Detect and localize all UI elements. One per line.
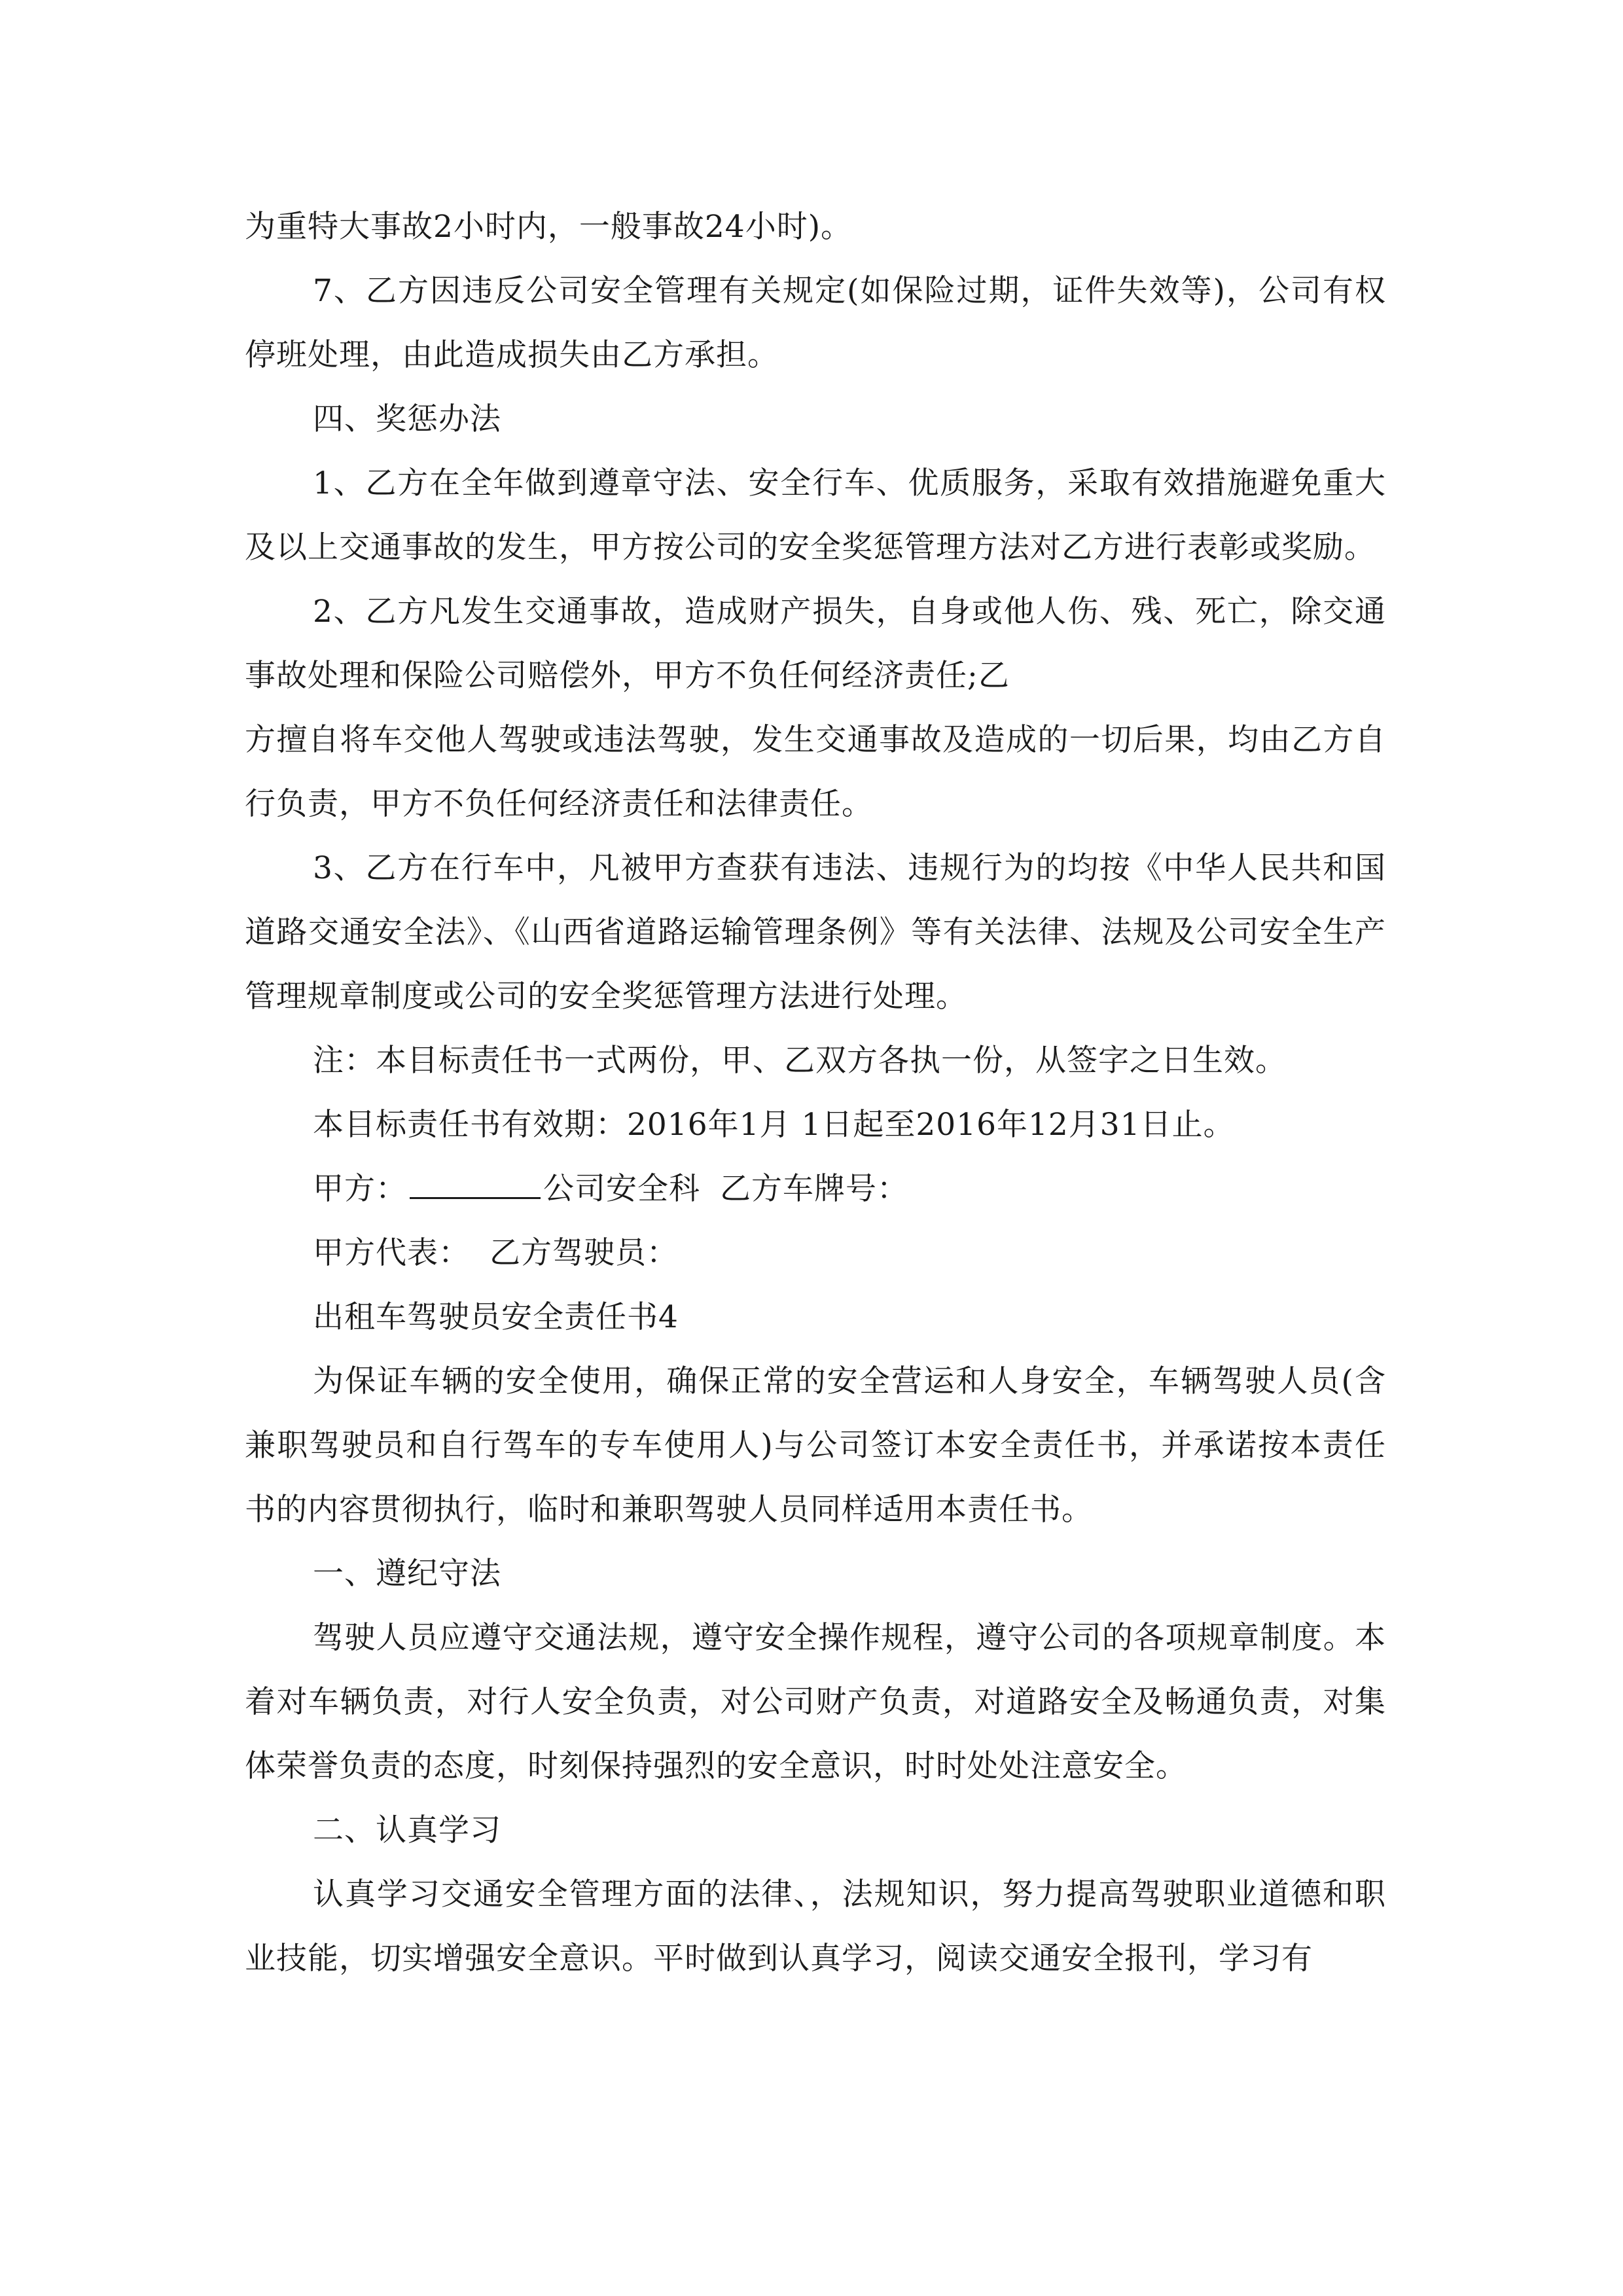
party-b-plate-label: 乙方车牌号：	[720, 1171, 908, 1207]
party-a-representative-label: 甲方代表：	[313, 1235, 470, 1271]
paragraph-reward-clause-3: 3、乙方在行车中，凡被甲方查获有违法、违规行为的均按《中华人民共和国道路交通安全法》、《山西省道路运输管理条例》等有关法律、法规及公司安全生产管理规章制度或公司的安全奖惩管理方法进行处理。	[245, 850, 1386, 1014]
paragraph-clause-7: 7、乙方因违反公司安全管理有关规定(如保险过期，证件失效等)，公司有权停班处理，由此造成损失由乙方承担。	[245, 273, 1386, 373]
party-a-blank-line	[410, 1171, 541, 1199]
paragraph-accident-reporting-time: 为重特大事故2小时内，一般事故24小时)。	[245, 209, 853, 245]
document-body	[245, 195, 1386, 1991]
signature-line-party-a	[245, 1157, 1386, 1221]
section-heading-law-abiding: 一、遵纪守法	[313, 1556, 501, 1592]
paragraph-reward-clause-1: 1、乙方在全年做到遵章守法、安全行车、优质服务，采取有效措施避免重大及以上交通事故的发生，甲方按公司的安全奖惩管理方法对乙方进行表彰或奖励。	[245, 465, 1386, 565]
party-a-label: 甲方：	[313, 1171, 407, 1207]
section-heading-study: 二、认真学习	[313, 1812, 501, 1848]
paragraph-law-abiding: 驾驶人员应遵守交通法规，遵守安全操作规程，遵守公司的各项规章制度。本着对车辆负责，对行人安全负责，对公司财产负责，对道路安全及畅通负责，对集体荣誉负责的态度，时刻保持强烈的安全意识，时时处处注意安全。	[245, 1620, 1386, 1784]
party-b-driver-label: 乙方驾驶员：	[490, 1235, 678, 1271]
paragraph-validity-period: 本目标责任书有效期：2016年1月 1日起至2016年12月31日止。	[313, 1107, 1235, 1143]
section-heading-rewards-penalties: 四、奖惩办法	[313, 401, 501, 437]
paragraph-intro: 为保证车辆的安全使用，确保正常的安全营运和人身安全，车辆驾驶人员(含兼职驾驶员和自行驾车的专车使用人)与公司签订本安全责任书，并承诺按本责任书的内容贯彻执行，临时和兼职驾驶人员同样适用本责任书。	[245, 1363, 1386, 1528]
document-title-4: 出租车驾驶员安全责任书4	[313, 1299, 679, 1335]
signature-line-representatives	[245, 1221, 1386, 1285]
paragraph-reward-clause-2-continued: 方擅自将车交他人驾驶或违法驾驶，发生交通事故及造成的一切后果，均由乙方自行负责，甲方不负任何经济责任和法律责任。	[245, 722, 1386, 822]
paragraph-note-copies: 注：本目标责任书一式两份，甲、乙双方各执一份，从签字之日生效。	[313, 1043, 1287, 1079]
party-a-department: 公司安全科	[543, 1171, 700, 1207]
paragraph-study: 认真学习交通安全管理方面的法律、，法规知识，努力提高驾驶职业道德和职业技能，切实增强安全意识。平时做到认真学习，阅读交通安全报刊，学习有	[245, 1876, 1386, 1977]
paragraph-reward-clause-2: 2、乙方凡发生交通事故，造成财产损失，自身或他人伤、残、死亡，除交通事故处理和保险公司赔偿外，甲方不负任何经济责任;乙	[245, 594, 1386, 694]
